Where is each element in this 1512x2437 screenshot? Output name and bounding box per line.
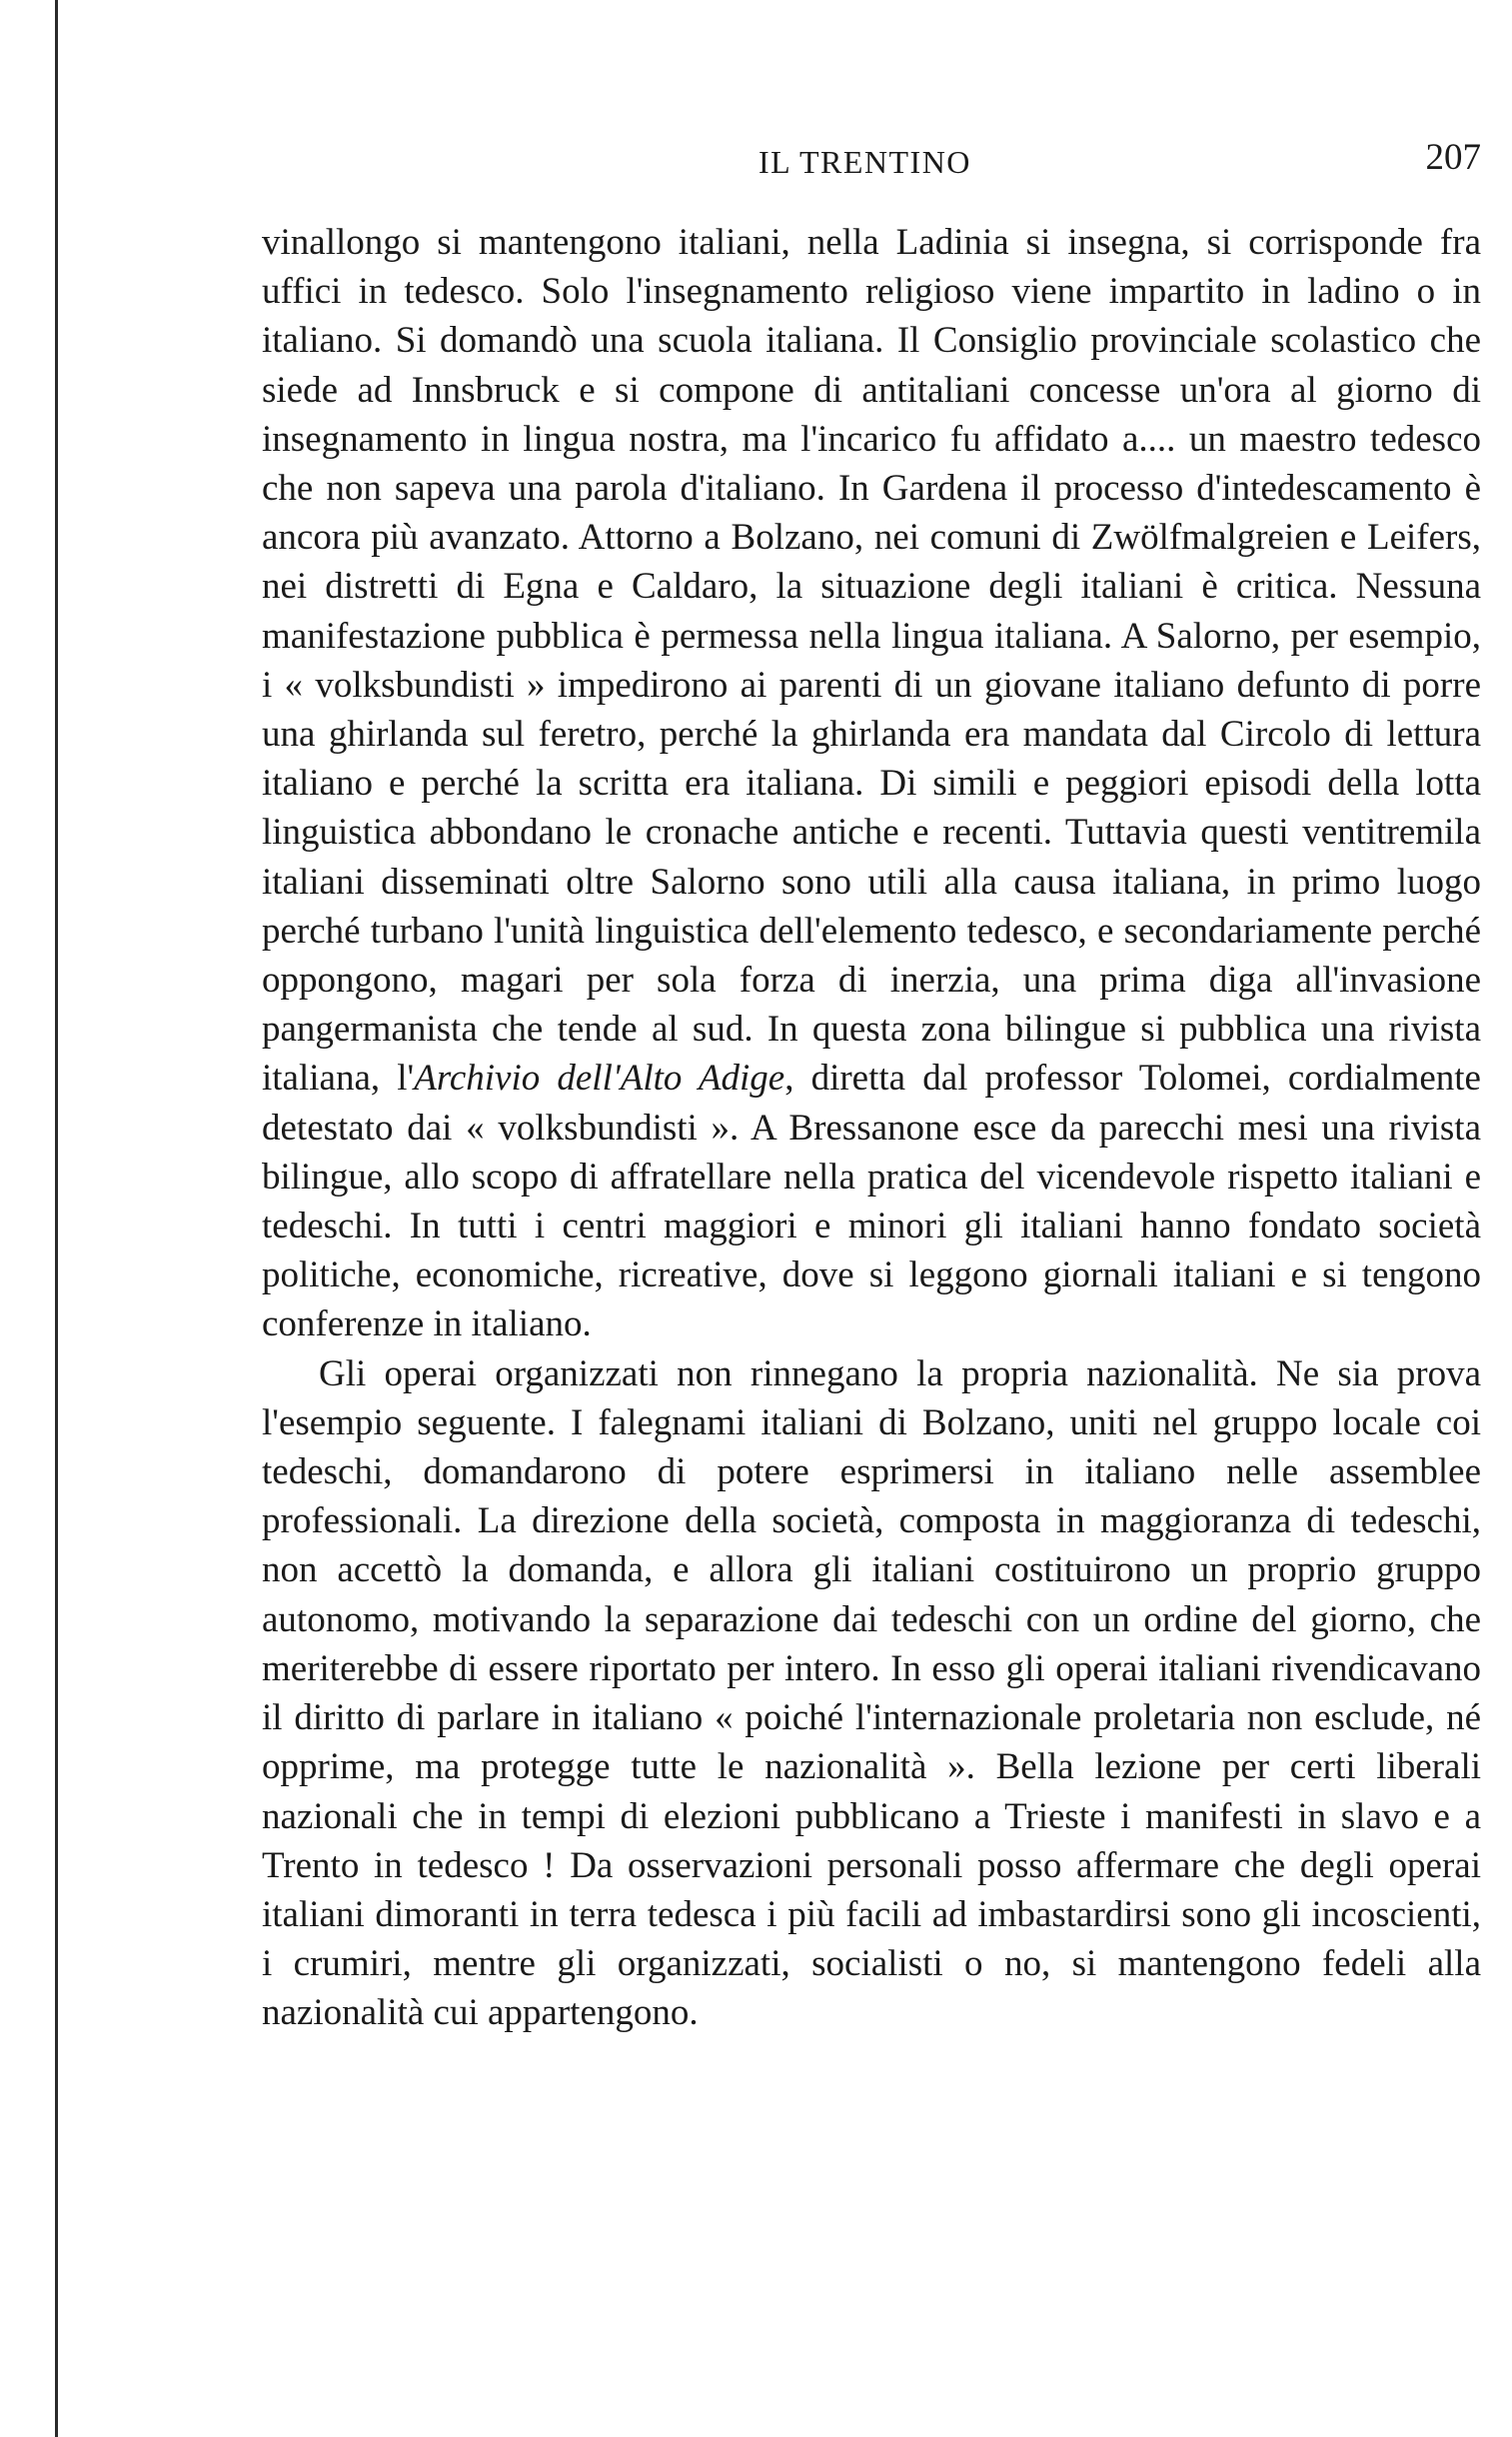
running-header xyxy=(262,130,1481,190)
paragraph-1-text-after-title: , diretta dal professor Tolomei, cordialmente detestato dai « volksbundisti ». A Bressanone esce da parecchi mesi una rivista bilingue, allo scopo di affratellare nella pratica del vicendevole rispetto italiani e tedeschi. In tutti i centri maggiori e minori gli italiani hanno fondato società politiche, economiche, ricreative, dove si leggono giornali italiani e si tengono conferenze in italiano. xyxy=(262,1058,1481,1345)
running-title: IL TRENTINO xyxy=(758,144,971,180)
page-binding-edge xyxy=(55,0,58,2437)
paragraph-2: Gli operai organizzati non rinnegano la propria nazionalità. Ne sia prova l'esempio seguente. I falegnami italiani di Bolzano, uniti nel gruppo locale coi tedeschi, domandarono di potere esprimersi in italiano nelle assemblee professionali. La direzione della società, composta in maggioranza di tedeschi, non accettò la domanda, e allora gli italiani costituirono un proprio gruppo autonomo, motivando la separazione dai tedeschi con un ordine del giorno, che meriterebbe di essere riportato per intero. In esso gli operai italiani rivendicavano il diritto di parlare in italiano « poiché l'internazionale proletaria non esclude, né opprime, ma protegge tutte le nazionalità ». Bella lezione per certi liberali nazionali che in tempi di elezioni pubblicano a Trieste i manifesti in slavo e a Trento in tedesco ! Da osservazioni personali posso affermare che degli operai italiani dimoranti in terra tedesca i più facili ad imbastardirsi sono gli incoscienti, i crumiri, mentre gli organizzati, socialisti o no, si mantengono fedeli alla nazionalità cui appartengono. xyxy=(262,1352,1481,2034)
paragraph-1 xyxy=(262,218,1481,1349)
body-text xyxy=(262,218,1481,2038)
journal-title-italic: Archivio dell'Alto Adige xyxy=(414,1058,785,1100)
page-number: 207 xyxy=(1425,137,1481,178)
paragraph-1-text-before-title: vinallongo si mantengono italiani, nella Ladinia si insegna, si corrisponde fra uffici in tedesco. Solo l'insegnamento religioso viene impartito in ladino o in italiano. Si domandò una scuola italiana. Il Consiglio provinciale scolastico che siede ad Innsbruck e si compone di antitaliani concesse un'ora al giorno di insegnamento in lingua nostra, ma l'incarico fu affidato a.... un maestro tedesco che non sapeva una parola d'italiano. In Gardena il processo d'intedescamento è ancora più avanzato. Attorno a Bolzano, nei comuni di Zwölfmalgreien e Leifers, nei distretti di Egna e Caldaro, la situazione degli italiani è critica. Nessuna manifestazione pubblica è permessa nella lingua italiana. A Salorno, per esempio, i « volksbundisti » impedirono ai parenti di un giovane italiano defunto di porre una ghirlanda sul feretro, perché la ghirlanda era mandata dal Circolo di lettura italiano e perché la scritta era italiana. Di simili e peggiori episodi della lotta linguistica abbondano le cronache antiche e recenti. Tuttavia questi ventitremila italiani disseminati oltre Salorno sono utili alla causa italiana, in primo luogo perché turbano l'unità linguistica dell'elemento tedesco, e secondariamente perché oppongono, magari per sola forza di inerzia, una prima diga all'invasione pangermanista che tende al sud. In questa zona bilingue si pubblica una rivista italiana, l' xyxy=(262,222,1481,1100)
